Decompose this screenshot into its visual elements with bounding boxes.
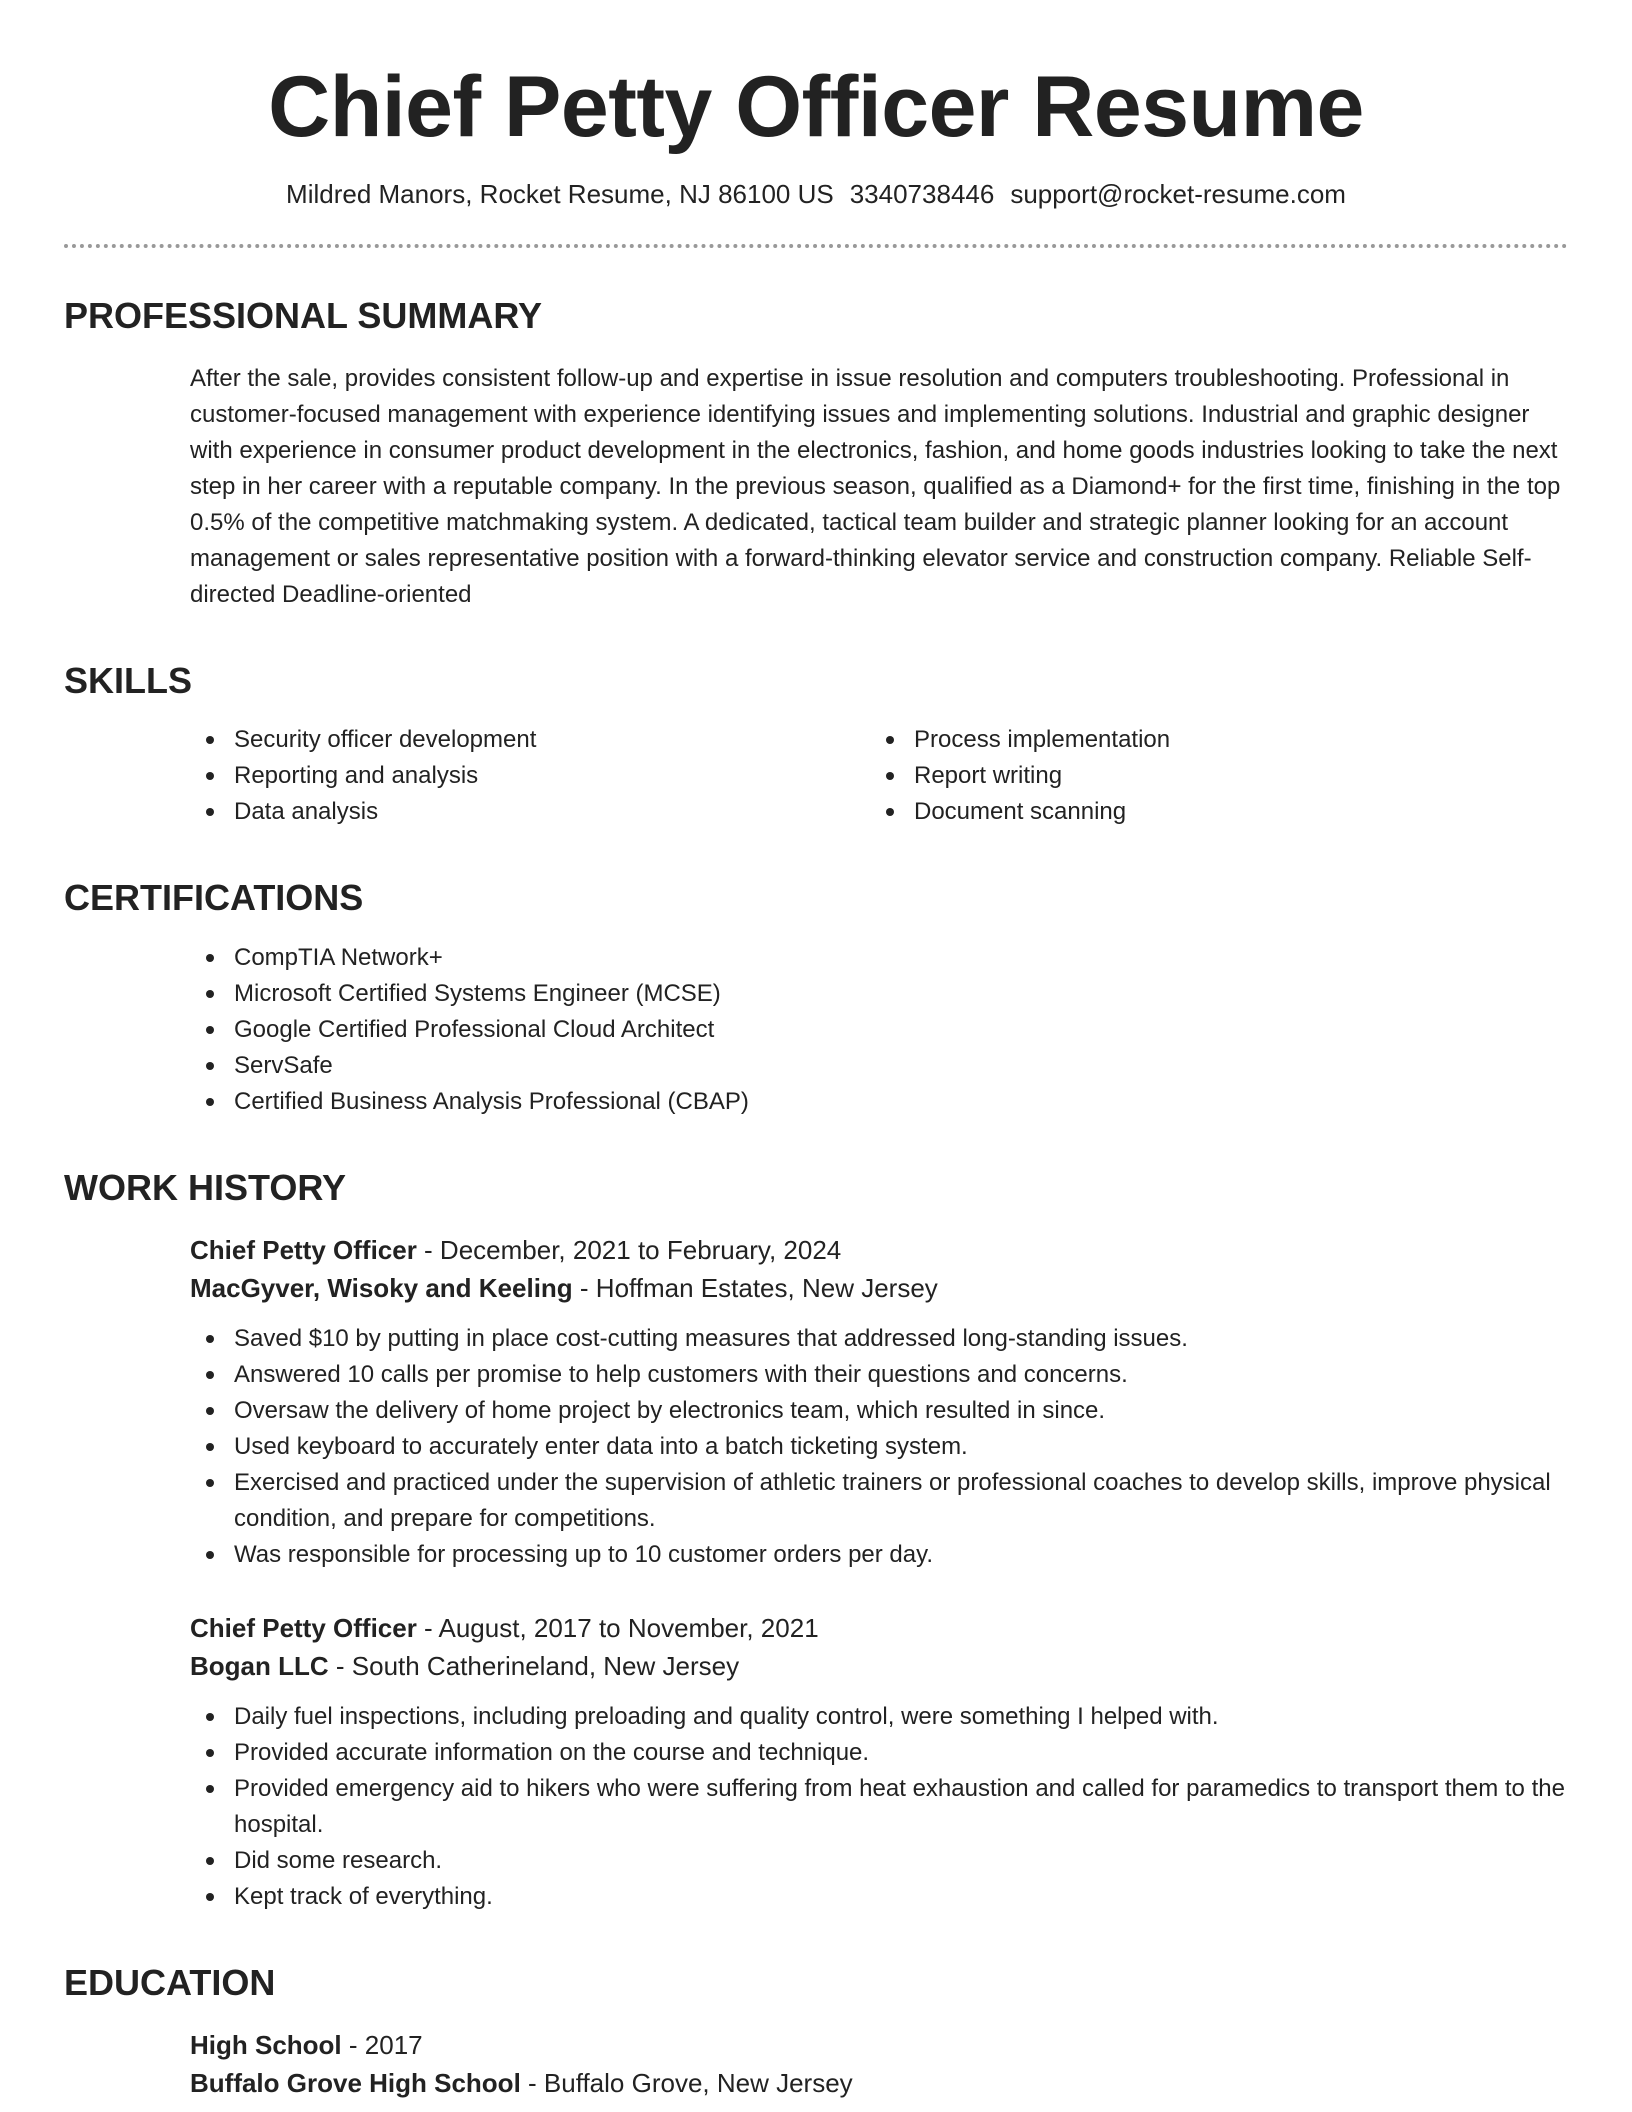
skills-grid xyxy=(190,722,1568,830)
job-bullet: Used keyboard to accurately enter data into a batch ticketing system. xyxy=(190,1429,1568,1465)
job-bullet: Kept track of everything. xyxy=(190,1879,1568,1915)
skill-item: Document scanning xyxy=(870,794,1550,830)
job-role: Chief Petty Officer xyxy=(190,1612,417,1643)
job-bullets xyxy=(190,1699,1568,1915)
job-bullets xyxy=(190,1321,1568,1573)
education-school: Buffalo Grove High School xyxy=(190,2068,521,2099)
education-location: - Buffalo Grove, New Jersey xyxy=(520,2068,853,2099)
job-bullet: Was responsible for processing up to 10 customer orders per day. xyxy=(190,1537,1568,1573)
contact-address: Mildred Manors, Rocket Resume, NJ 86100 US xyxy=(286,179,834,210)
skills-list-left xyxy=(190,722,870,830)
job-company: Bogan LLC xyxy=(190,1650,329,1681)
education-entry xyxy=(190,2026,1568,2102)
job-dates: - December, 2021 to February, 2024 xyxy=(416,1234,842,1265)
work-history-section xyxy=(64,1166,1568,1915)
skill-item: Security officer development xyxy=(190,722,870,758)
job-dates: - August, 2017 to November, 2021 xyxy=(416,1612,819,1643)
job-company-line xyxy=(190,1647,1568,1685)
education-degree-line xyxy=(190,2026,1568,2064)
summary-text: After the sale, provides consistent follow-up and expertise in issue resolution and computers troubleshooting. Professional in customer-focused management with experience identifying issues and implementing solutions. Industrial and graphic designer with experience in consumer product development in the electronics, fashion, and home goods industries looking to take the next step in her career with a reputable company. In the previous season, qualified as a Diamond+ for the first time, finishing in the top 0.5% of the competitive matchmaking system. A dedicated, tactical team builder and strategic planner looking for an account management or sales representative position with a forward-thinking elevator service and construction company. Reliable Self-directed Deadline-oriented xyxy=(190,365,1561,609)
certifications-list xyxy=(190,940,1568,1120)
job-title-line xyxy=(190,1609,1568,1647)
contact-line xyxy=(64,178,1568,212)
certification-item: Google Certified Professional Cloud Architect xyxy=(190,1012,1568,1048)
skill-item: Process implementation xyxy=(870,722,1550,758)
skill-item: Data analysis xyxy=(190,794,870,830)
certification-item: Microsoft Certified Systems Engineer (MCSE) xyxy=(190,976,1568,1012)
job-bullet: Oversaw the delivery of home project by electronics team, which resulted in since. xyxy=(190,1393,1568,1429)
job-location: - South Catherineland, New Jersey xyxy=(328,1650,740,1681)
certifications-section xyxy=(64,876,1568,1119)
education-school-line xyxy=(190,2064,1568,2102)
job-entry xyxy=(190,1231,1568,1573)
job-company-line xyxy=(190,1269,1568,1307)
job-company: MacGyver, Wisoky and Keeling xyxy=(190,1272,573,1303)
header-divider xyxy=(64,244,1568,248)
certification-item: CompTIA Network+ xyxy=(190,940,1568,976)
skill-item: Reporting and analysis xyxy=(190,758,870,794)
education-degree: High School xyxy=(190,2030,342,2061)
job-bullet: Saved $10 by putting in place cost-cutting measures that addressed long-standing issues. xyxy=(190,1321,1568,1357)
job-bullet: Did some research. xyxy=(190,1843,1568,1879)
job-role: Chief Petty Officer xyxy=(190,1234,417,1265)
job-bullet: Answered 10 calls per promise to help customers with their questions and concerns. xyxy=(190,1357,1568,1393)
education-year: - 2017 xyxy=(341,2030,423,2061)
job-location: - Hoffman Estates, New Jersey xyxy=(572,1272,938,1303)
skills-heading: SKILLS xyxy=(64,660,193,702)
job-bullet: Provided emergency aid to hikers who were suffering from heat exhaustion and called for paramedics to transport them to the hospital. xyxy=(190,1771,1568,1843)
work-history-heading: WORK HISTORY xyxy=(64,1166,347,1208)
certifications-heading: CERTIFICATIONS xyxy=(64,877,364,919)
job-bullet: Daily fuel inspections, including preloading and quality control, were something I helped with. xyxy=(190,1699,1568,1735)
skills-list-right xyxy=(870,722,1550,830)
contact-phone: 3340738446 xyxy=(849,179,995,210)
summary-heading: PROFESSIONAL SUMMARY xyxy=(64,295,543,337)
certification-item: ServSafe xyxy=(190,1048,1568,1084)
job-entry xyxy=(190,1609,1568,1915)
summary-section xyxy=(64,294,1568,613)
contact-email: support@rocket-resume.com xyxy=(1010,179,1346,210)
job-title-line xyxy=(190,1231,1568,1269)
education-heading: EDUCATION xyxy=(64,1961,276,2003)
resume-page xyxy=(64,0,1568,2102)
skill-item: Report writing xyxy=(870,758,1550,794)
job-bullet: Provided accurate information on the course and technique. xyxy=(190,1735,1568,1771)
resume-title: Chief Petty Officer Resume xyxy=(268,59,1364,155)
education-section xyxy=(64,1961,1568,2102)
job-bullet: Exercised and practiced under the supervision of athletic trainers or professional coaches to develop skills, improve physical condition, and prepare for competitions. xyxy=(190,1465,1568,1537)
certification-item: Certified Business Analysis Professional (CBAP) xyxy=(190,1084,1568,1120)
skills-section xyxy=(64,659,1568,830)
